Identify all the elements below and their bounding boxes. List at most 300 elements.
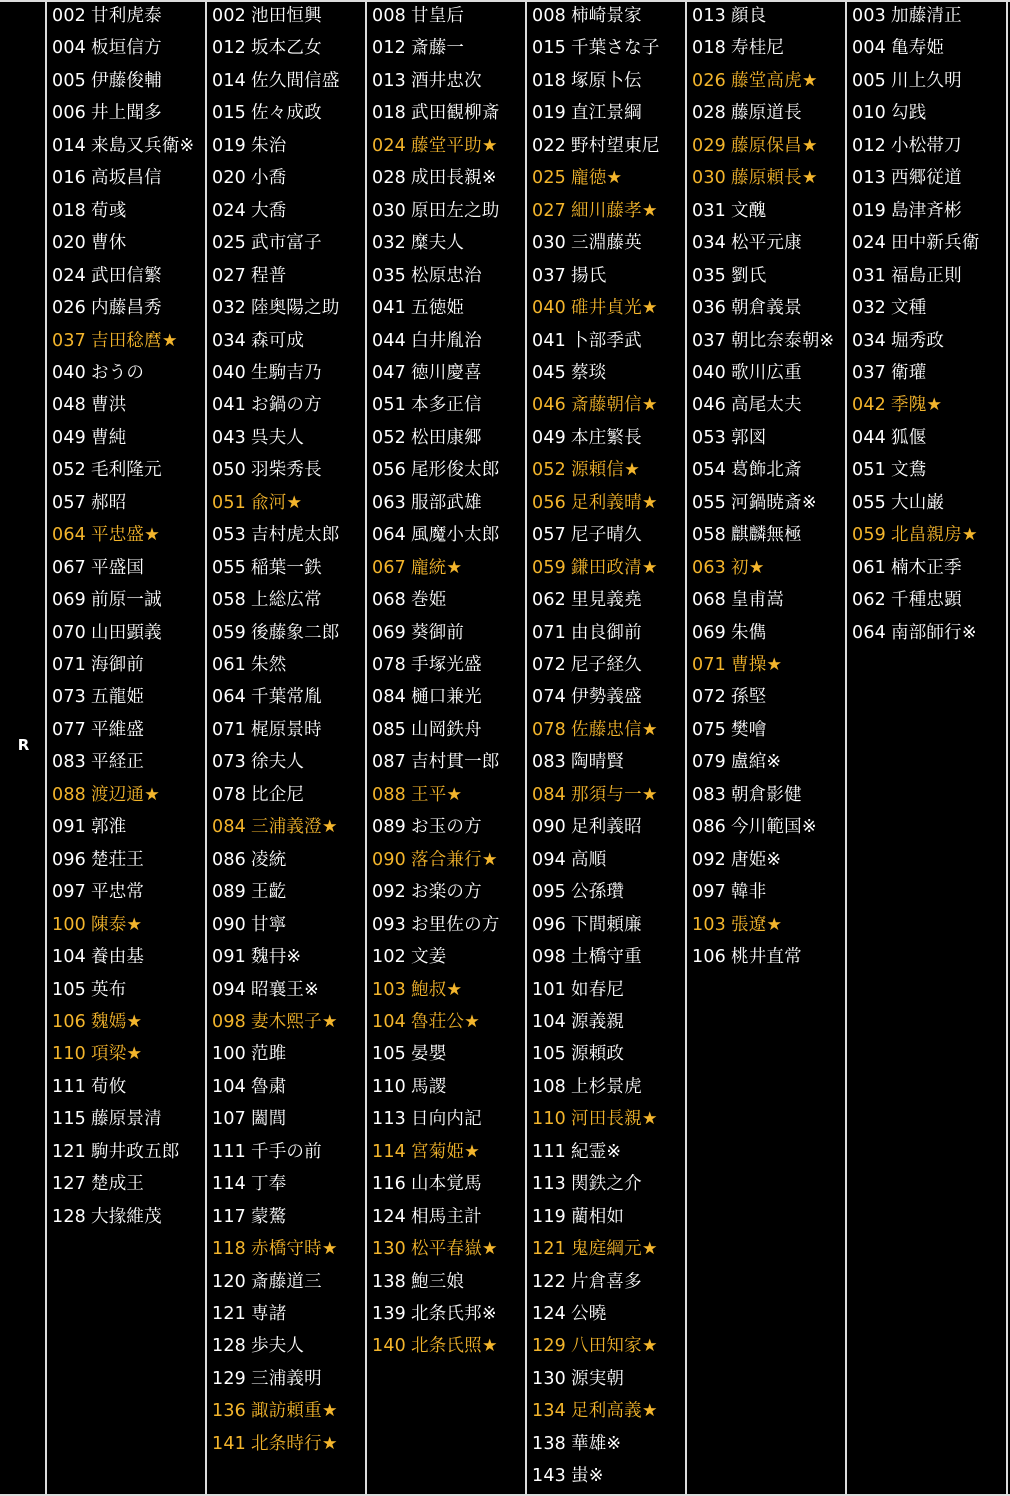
list-item [692,844,781,876]
item-name: 柿崎景家 [571,6,642,26]
item-name: 藤原保昌★ [731,135,818,156]
list-item [52,714,144,746]
item-name: 原田左之助 [411,200,500,221]
item-name: 魏嫣★ [91,1011,143,1032]
list-item [372,130,498,162]
item-name: 甘利虎泰 [91,6,162,26]
item-number: 113 [532,1174,567,1195]
list-item [372,227,464,259]
item-name: 風魔小太郎 [411,525,500,546]
item-number: 071 [212,719,247,740]
list-item [692,487,817,519]
item-number: 089 [212,882,247,903]
item-name: 吉村貫一郎 [411,752,500,773]
item-name: 陶晴賢 [571,752,625,773]
item-number: 058 [212,590,247,611]
item-name: 千手の前 [251,1141,322,1162]
list-item [692,0,766,32]
item-name: 王平★ [411,784,463,805]
list-item [372,552,462,584]
item-number: 037 [532,265,567,286]
item-name: 小喬 [251,168,287,189]
item-name: 項梁★ [91,1044,143,1065]
list-item [52,1103,162,1135]
list-item [52,1006,142,1038]
item-name: 楚成王 [91,1174,145,1195]
list-item [532,617,642,649]
item-number: 069 [692,622,727,643]
item-name: 松平元康 [731,233,802,254]
list-item [692,357,802,389]
list-item [372,32,464,64]
item-number: 025 [212,233,247,254]
item-name: 足利義晴★ [571,492,658,513]
item-name: 蔡琰 [571,362,607,383]
item-number: 055 [852,492,887,513]
item-number: 088 [372,784,407,805]
list-item [372,0,464,32]
item-name: 下間頼廉 [571,914,642,935]
item-number: 069 [52,590,87,611]
item-number: 020 [52,233,87,254]
list-item [372,65,482,97]
list-item [372,325,482,357]
list-item [852,552,962,584]
list-item [52,454,162,486]
item-number: 068 [692,590,727,611]
list-item [852,32,944,64]
item-number: 138 [532,1433,567,1454]
item-number: 041 [212,395,247,416]
column-2 [207,0,367,1496]
item-number: 034 [852,330,887,351]
list-item [212,1428,338,1460]
item-name: 兪河★ [251,492,303,513]
list-item [372,422,482,454]
item-number: 018 [692,38,727,59]
list-item [372,1006,480,1038]
item-number: 004 [52,38,87,59]
list-item [532,681,642,713]
list-item [372,941,446,973]
list-item [692,746,781,778]
list-item [852,487,944,519]
item-name: 今川範国※ [731,817,817,838]
item-name: 大喬 [251,200,287,221]
item-name: 凌統 [251,849,287,870]
item-number: 120 [212,1271,247,1292]
item-name: 北条時行★ [251,1433,338,1454]
item-number: 014 [212,70,247,91]
item-name: 徐夫人 [251,752,305,773]
item-number: 012 [852,135,887,156]
list-item [212,746,304,778]
list-item [52,1201,162,1233]
item-number: 083 [52,752,87,773]
item-number: 005 [852,70,887,91]
item-name: 来島又兵衛※ [91,135,195,156]
item-number: 104 [52,947,87,968]
item-name: 坂本乙女 [251,38,322,59]
item-number: 110 [532,1109,567,1130]
item-name: 松原忠治 [411,265,482,286]
item-name: 張遼★ [731,914,783,935]
list-item [212,32,322,64]
item-number: 078 [212,784,247,805]
list-item [52,1136,180,1168]
item-name: 千葉さな子 [571,38,660,59]
item-number: 005 [52,70,87,91]
list-item [852,584,962,616]
list-item [52,325,178,357]
item-number: 090 [212,914,247,935]
list-item [52,552,144,584]
item-name: 尼子晴久 [571,525,642,546]
item-name: 源頼信★ [571,460,641,481]
item-name: 関鉄之介 [571,1174,642,1195]
item-number: 046 [532,395,567,416]
item-name: 陸奥陽之助 [251,298,340,319]
item-name: 大掾維茂 [91,1206,162,1227]
item-name: 葵御前 [411,622,465,643]
list-item [532,0,642,32]
item-number: 093 [372,914,407,935]
item-number: 015 [212,103,247,124]
item-name: 比企尼 [251,784,305,805]
list-item [532,422,642,454]
item-number: 097 [692,882,727,903]
list-item [372,714,482,746]
item-number: 030 [692,168,727,189]
list-item [212,681,322,713]
item-name: 蒙驁 [251,1206,287,1227]
item-number: 054 [692,460,727,481]
list-item [852,0,962,32]
item-number: 018 [532,70,567,91]
list-item [212,714,322,746]
list-item [372,617,464,649]
item-name: 内藤昌秀 [91,298,162,319]
list-item [372,1038,446,1070]
column-4 [527,0,687,1496]
item-name: お楽の方 [411,882,482,903]
item-number: 032 [372,233,407,254]
item-name: 島津斉彬 [891,200,962,221]
item-number: 030 [372,200,407,221]
item-name: 朱儁 [731,622,767,643]
item-name: 三淵藤英 [571,233,642,254]
item-name: 丁奉 [251,1174,287,1195]
list-item [692,681,766,713]
item-number: 024 [852,233,887,254]
item-name: 由良御前 [571,622,642,643]
item-name: 魏冄※ [251,947,302,968]
list-item [852,454,926,486]
item-number: 064 [212,687,247,708]
item-name: 本庄繁長 [571,427,642,448]
item-number: 104 [212,1076,247,1097]
item-name: 龐統★ [411,557,463,578]
list-item [532,1395,658,1427]
list-item [532,1136,621,1168]
item-name: 鮑叔★ [411,979,463,1000]
item-number: 061 [212,655,247,675]
item-number: 037 [852,362,887,383]
list-item [52,811,126,843]
item-number: 052 [52,460,87,481]
list-item [212,844,286,876]
item-number: 100 [212,1044,247,1065]
list-item [692,519,802,551]
item-name: 郭図 [731,427,767,448]
item-number: 110 [372,1076,407,1097]
item-name: 平忠盛★ [91,525,161,546]
item-name: 五徳姫 [411,298,465,319]
item-number: 127 [52,1174,87,1195]
item-number: 070 [52,622,87,643]
item-name: 源義親 [571,1011,625,1032]
list-item [532,746,624,778]
list-item [532,1428,621,1460]
item-number: 108 [532,1076,567,1097]
item-number: 086 [692,817,727,838]
item-name: 朝比奈泰朝※ [731,330,835,351]
item-number: 128 [212,1336,247,1357]
list-item [532,32,660,64]
item-number: 122 [532,1271,567,1292]
item-number: 044 [372,330,407,351]
list-item [52,681,144,713]
item-number: 072 [532,655,567,675]
item-number: 090 [532,817,567,838]
item-name: 朝倉義景 [731,298,802,319]
list-item [532,97,642,129]
item-number: 026 [692,70,727,91]
list-item [852,422,926,454]
item-name: 公曉 [571,1304,607,1324]
list-item [212,195,286,227]
item-number: 078 [372,655,407,675]
item-number: 105 [52,979,87,1000]
item-number: 143 [532,1466,567,1487]
list-item [372,844,498,876]
list-item [852,227,980,259]
item-name: 文姜 [411,947,447,968]
item-name: 平忠常 [91,882,145,903]
item-name: 藺相如 [571,1206,625,1227]
item-number: 057 [532,525,567,546]
item-number: 006 [52,103,87,124]
item-name: 足利高義★ [571,1401,658,1422]
item-name: 甘皇后 [411,6,465,26]
item-name: 公孫瓚 [571,882,625,903]
item-name: 斎藤道三 [251,1271,322,1292]
item-name: 相馬主計 [411,1206,482,1227]
list-item [372,876,482,908]
item-number: 097 [52,882,87,903]
item-number: 130 [372,1239,407,1260]
item-name: 藤堂平助★ [411,135,498,156]
list-item [372,649,482,681]
item-name: 大山巌 [891,492,945,513]
list-item [52,1071,126,1103]
list-item [212,292,340,324]
item-number: 050 [212,460,247,481]
item-name: 八田知家★ [571,1336,658,1357]
item-name: 板垣信方 [91,38,162,59]
item-number: 035 [692,265,727,286]
item-number: 136 [212,1401,247,1422]
item-name: 堀秀政 [891,330,945,351]
list-item [532,1201,624,1233]
list-item [372,811,482,843]
item-number: 104 [372,1011,407,1032]
list-item [212,422,304,454]
column-5 [687,0,847,1496]
item-name: 成田長親※ [411,168,497,189]
item-number: 052 [372,427,407,448]
item-name: 鎌田政清★ [571,557,658,578]
item-name: 桃井直常 [731,947,802,968]
item-number: 091 [212,947,247,968]
list-item [532,844,606,876]
item-name: 稲葉一鉄 [251,557,322,578]
item-name: 佐久間信盛 [251,70,340,91]
item-name: 伊勢義盛 [571,687,642,708]
list-item [52,617,162,649]
item-number: 088 [52,784,87,805]
item-number: 098 [212,1011,247,1032]
item-name: 楠木正季 [891,557,962,578]
list-item [692,714,766,746]
list-item [692,422,766,454]
item-number: 034 [212,330,247,351]
item-name: 毛利隆元 [91,460,162,481]
item-number: 019 [532,103,567,124]
item-number: 040 [692,362,727,383]
item-number: 107 [212,1109,247,1130]
list-item [372,195,500,227]
list-item [212,389,322,421]
list-item [212,1298,286,1330]
item-number: 119 [532,1206,567,1227]
list-item [532,389,658,421]
list-item [532,454,640,486]
item-name: 甘寧 [251,914,287,935]
item-number: 013 [852,168,887,189]
item-number: 018 [372,103,407,124]
item-number: 115 [52,1109,87,1130]
list-item [212,941,301,973]
list-item [52,130,194,162]
item-number: 084 [212,817,247,838]
item-name: 藤原頼長★ [731,168,818,189]
list-item [372,746,500,778]
item-name: 高順 [571,849,607,870]
item-name: 南部師行※ [891,622,977,643]
list-item [212,1266,322,1298]
item-name: 宮菊姫★ [411,1141,481,1162]
list-item [532,909,642,941]
item-number: 019 [212,135,247,156]
list-item [52,974,126,1006]
item-number: 035 [372,265,407,286]
list-item [532,1038,624,1070]
item-name: 北畠親房★ [891,525,978,546]
item-name: 池田恒興 [251,6,322,26]
item-name: 荀攸 [91,1076,127,1097]
item-number: 075 [692,719,727,740]
item-name: 妻木熙子★ [251,1011,338,1032]
item-name: 河鍋暁斎※ [731,492,817,513]
list-item [692,292,802,324]
item-number: 121 [532,1239,567,1260]
list-item [372,779,462,811]
item-name: 初★ [731,557,765,578]
item-number: 004 [852,38,887,59]
list-item [532,649,642,681]
item-name: 養由基 [91,947,145,968]
item-number: 045 [532,362,567,383]
item-number: 141 [212,1433,247,1454]
list-item [372,487,482,519]
item-number: 008 [532,6,567,26]
item-number: 049 [532,427,567,448]
item-number: 064 [852,622,887,643]
item-name: 麒麟無極 [731,525,802,546]
item-name: 渡辺通★ [91,784,161,805]
item-number: 044 [852,427,887,448]
item-number: 040 [52,362,87,383]
column-1 [47,0,207,1496]
item-number: 102 [372,947,407,968]
item-name: 文種 [891,298,927,319]
list-item [52,584,162,616]
item-name: 陳泰★ [91,914,143,935]
item-name: 晏嬰 [411,1044,447,1065]
list-item [52,32,162,64]
list-item [212,0,322,32]
list-item [372,454,500,486]
item-name: 北条氏照★ [411,1336,498,1357]
item-number: 024 [52,265,87,286]
item-number: 062 [532,590,567,611]
item-name: 白井胤治 [411,330,482,351]
item-name: 龐徳★ [571,168,623,189]
item-name: 葛飾北斎 [731,460,802,481]
list-item [532,552,658,584]
item-name: 勾践 [891,103,927,124]
item-name: 山田顕義 [91,622,162,643]
item-number: 048 [52,395,87,416]
list-item [532,941,642,973]
list-item [52,0,162,32]
item-number: 027 [532,200,567,221]
list-item [212,649,286,681]
list-item [52,227,126,259]
item-number: 046 [692,395,727,416]
item-number: 134 [532,1401,567,1422]
item-number: 003 [852,6,887,26]
item-name: 前原一誠 [91,590,162,611]
item-number: 121 [212,1304,247,1324]
list-item [212,227,322,259]
item-name: 馬謖 [411,1076,447,1097]
item-name: 松田康郷 [411,427,482,448]
list-item [532,1233,658,1265]
item-number: 058 [692,525,727,546]
item-number: 111 [52,1076,87,1097]
